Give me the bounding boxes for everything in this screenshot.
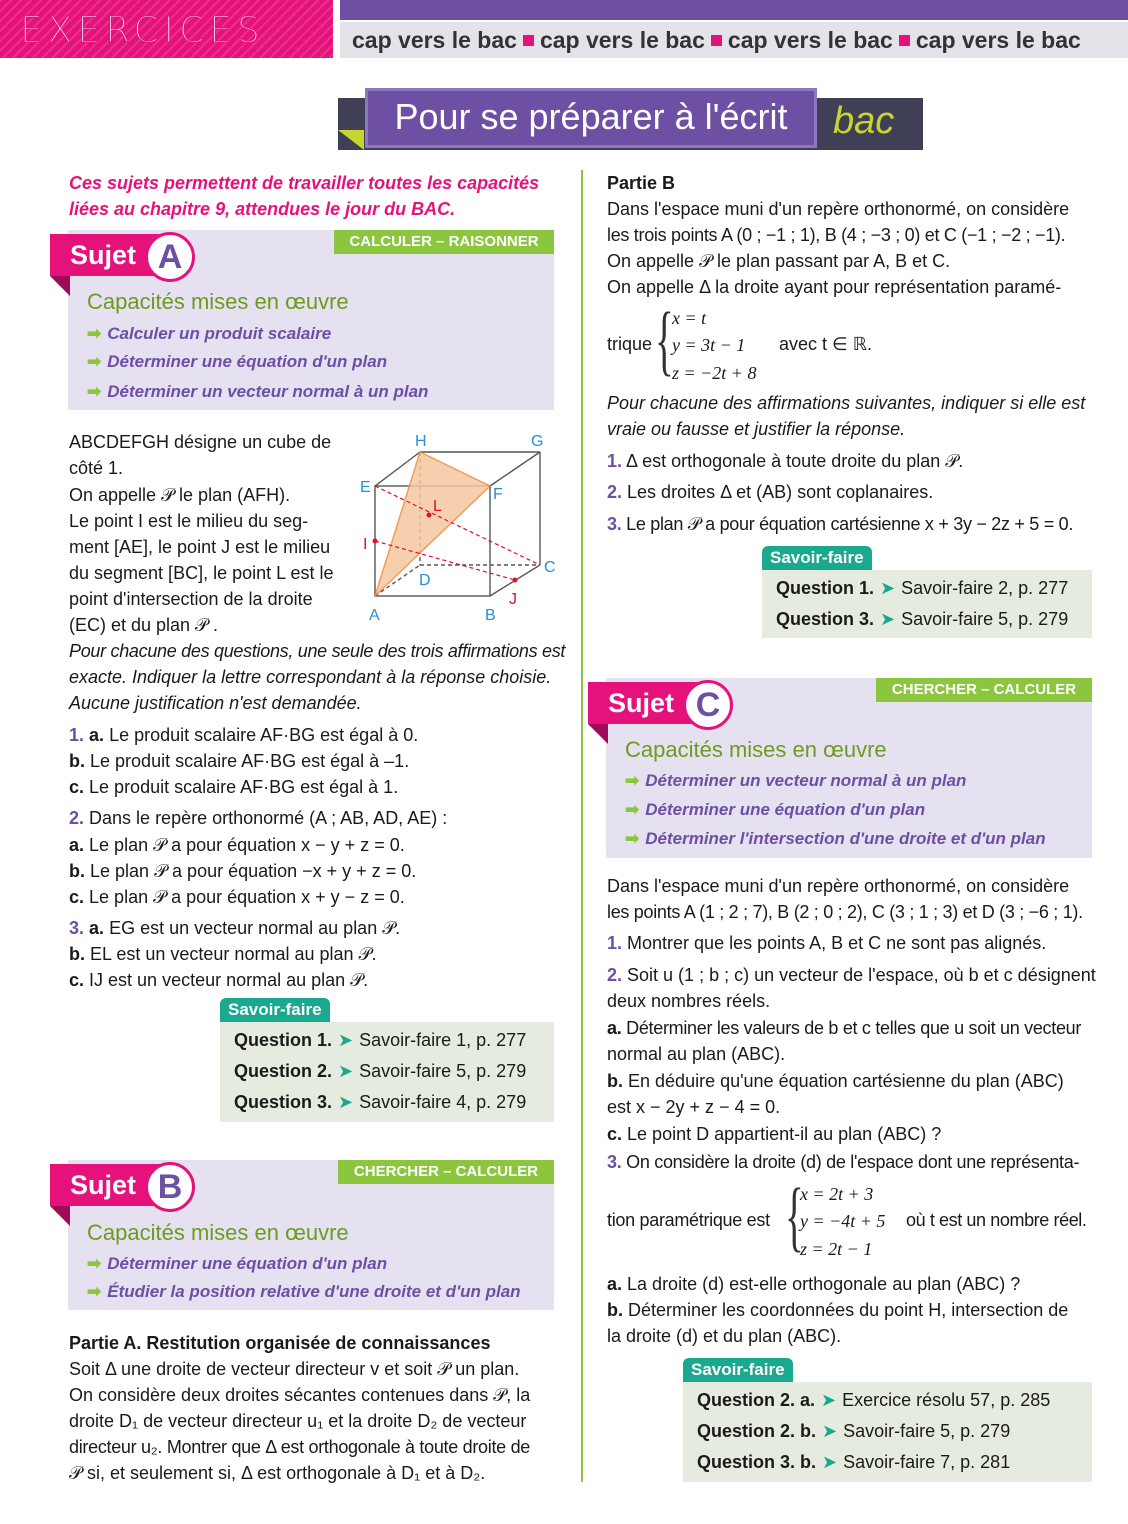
label-i: I	[363, 536, 368, 553]
question: b. Le plan 𝒫 a pour équation −x + y + z = 0.	[69, 861, 417, 881]
sujet-b-tag: Sujet	[50, 1164, 165, 1206]
triangle-icon: ➤	[338, 1061, 354, 1081]
question: c. Le produit scalaire AF·BG est égal à 1.	[69, 777, 399, 797]
system-line: x = 2t + 3	[800, 1184, 874, 1204]
sujet-a-category: CALCULER – RAISONNER	[334, 230, 554, 254]
triangle-icon: ➤	[822, 1421, 838, 1441]
square-icon	[711, 35, 722, 46]
sujet-a-text: On appelle 𝒫 le plan (AFH).	[69, 485, 291, 505]
sujet-a-text: ABCDEFGH désigne un cube de	[69, 432, 332, 452]
triangle-icon: ➤	[338, 1030, 354, 1050]
square-icon	[523, 35, 534, 46]
partie-a-text: droite D₁ de vecteur directeur u₁ et la droite D₂ de vecteur	[69, 1411, 527, 1431]
question: c. Le plan 𝒫 a pour équation x + y − z = 0.	[69, 887, 405, 907]
label-g: G	[531, 433, 544, 450]
sujet-b-category: CHERCHER – CALCULER	[338, 1160, 554, 1184]
arrow-icon: ➡	[87, 1282, 102, 1301]
partie-a-text: directeur u₂. Montrer que Δ est orthogonale à toute droite de	[69, 1437, 531, 1457]
intro-line: liées au chapitre 9, attendues le jour du BAC.	[69, 199, 456, 219]
cap-title: Capacités mises en œuvre	[87, 289, 349, 314]
sujet-c-text: Dans l'espace muni d'un repère orthonormé, on considère	[607, 876, 1070, 896]
banner-item: cap vers le bac	[539, 26, 705, 53]
question: normal au plan (ABC).	[607, 1044, 786, 1064]
banner-item: cap vers le bac	[727, 26, 893, 53]
square-icon	[899, 35, 910, 46]
arrow-icon: ➡	[625, 771, 640, 790]
page-title-text: Pour se préparer à l'écrit	[394, 96, 788, 137]
sujet-a-text: Le point I est le milieu du seg-	[69, 511, 309, 531]
cap-item: ➡ Déterminer une équation d'un plan	[87, 352, 388, 371]
label-f: F	[493, 486, 503, 503]
cap-item: ➡ Étudier la position relative d'une droite et d'un plan	[87, 1282, 521, 1301]
arrow-icon: ➡	[87, 352, 102, 371]
triangle-icon: ➤	[821, 1390, 837, 1410]
intro-line: Ces sujets permettent de travailler toutes les capacités	[69, 173, 540, 193]
sujet-c-tag: Sujet	[588, 682, 703, 724]
sujet-c-category: CHERCHER – CALCULER	[876, 678, 1092, 702]
question: 1. Montrer que les points A, B et C ne sont pas alignés.	[607, 933, 1047, 953]
sujet-a-text: ment [AE], le point J est le milieu	[69, 537, 331, 557]
column-divider	[581, 170, 583, 1482]
sujet-a-instruction: Aucune justification n'est demandée.	[69, 693, 362, 713]
question: 3. On considère la droite (d) de l'espace dont une représenta-	[607, 1152, 1080, 1172]
point-i	[373, 539, 378, 544]
question: 1. a. Le produit scalaire AF·BG est égal à 0.	[69, 725, 419, 745]
sujet-a-letter: A	[145, 232, 195, 282]
savoir-faire-row: Question 3. ➤ Savoir-faire 4, p. 279	[234, 1092, 527, 1112]
arrow-icon: ➡	[87, 324, 102, 343]
label-d: D	[419, 572, 431, 589]
sujet-a-text: du segment [BC], le point L est le	[69, 563, 334, 583]
savoir-faire-tag: Savoir-faire	[762, 546, 872, 570]
point-j	[513, 578, 518, 583]
banner-item: cap vers le bac	[352, 26, 517, 53]
savoir-faire-row: Question 2. ➤ Savoir-faire 5, p. 279	[234, 1061, 527, 1081]
partie-b-text: On appelle 𝒫 le plan passant par A, B et C.	[607, 251, 951, 271]
partie-a-text: 𝒫 si, et seulement si, Δ est orthogonale à D₁ et à D₂.	[69, 1463, 486, 1483]
savoir-faire-tag: Savoir-faire	[220, 998, 330, 1022]
sujet-c-text: les points A (1 ; 2 ; 7), B (2 ; 0 ; 2), C (3 ; 1 ; 3) et D (3 ; −6 ; 1).	[607, 902, 1083, 922]
sujet-a-text: (EC) et du plan 𝒫 .	[69, 615, 219, 635]
question: c. Le point D appartient-il au plan (ABC) ?	[607, 1124, 942, 1144]
cap-item: ➡ Calculer un produit scalaire	[87, 324, 332, 343]
cap-title: Capacités mises en œuvre	[87, 1220, 349, 1245]
question: a. Le plan 𝒫 a pour équation x − y + z = 0.	[69, 835, 405, 855]
question: 3. Le plan 𝒫 a pour équation cartésienne x + 3y − 2z + 5 = 0.	[607, 514, 1074, 534]
partie-b-instruction: Pour chacune des affirmations suivantes, indiquer si elle est	[607, 393, 1086, 413]
system-line: y = 3t − 1	[672, 335, 746, 355]
sujet-a-text: point d'intersection de la droite	[69, 589, 313, 609]
question: b. Le produit scalaire AF·BG est égal à –1.	[69, 751, 410, 771]
question: est x − 2y + z − 4 = 0.	[607, 1097, 781, 1117]
question: b. EL est un vecteur normal au plan 𝒫.	[69, 944, 377, 964]
bac-badge	[817, 98, 922, 150]
cube-figure	[355, 428, 560, 628]
system-line: y = −4t + 5	[800, 1211, 886, 1231]
arrow-icon: ➡	[625, 829, 640, 848]
system-line: z = −2t + 8	[672, 363, 757, 383]
brace-icon: {	[785, 1172, 804, 1259]
page-title	[365, 88, 817, 148]
partie-b-text: les trois points A (0 ; −1 ; 1), B (4 ; −3 ; 0) et C (−1 ; −2 ; −1).	[607, 225, 1066, 245]
question: a. La droite (d) est-elle orthogonale au plan (ABC) ?	[607, 1274, 1021, 1294]
savoir-faire-row: Question 2. a. ➤ Exercice résolu 57, p. 285	[697, 1390, 1051, 1410]
tag-fold	[588, 724, 608, 744]
cap-item: ➡ Déterminer une équation d'un plan	[625, 800, 926, 819]
partie-b-instruction: vraie ou fausse et justifier la réponse.	[607, 419, 906, 439]
point-l	[427, 513, 432, 518]
sujet-a-tag: Sujet	[50, 234, 165, 276]
triangle-icon: ➤	[880, 609, 896, 629]
system-line: z = 2t − 1	[800, 1239, 873, 1259]
label-l: L	[433, 498, 442, 515]
header-banner	[340, 0, 1128, 58]
cap-title: Capacités mises en œuvre	[625, 737, 887, 762]
tag-fold	[50, 276, 70, 296]
question: b. En déduire qu'une équation cartésienne du plan (ABC)	[607, 1071, 1064, 1091]
triangle-icon: ➤	[822, 1452, 838, 1472]
system-prefix: trique	[607, 334, 653, 354]
cap-item: ➡ Déterminer une équation d'un plan	[87, 1254, 388, 1273]
savoir-faire-tag: Savoir-faire	[683, 1358, 793, 1382]
sujet-a-instruction: exacte. Indiquer la lettre correspondant à la réponse choisie.	[69, 667, 552, 687]
question: 1. Δ est orthogonale à toute droite du plan 𝒫.	[607, 451, 964, 471]
savoir-faire-row: Question 3. ➤ Savoir-faire 5, p. 279	[776, 609, 1069, 629]
cap-item: ➡ Déterminer un vecteur normal à un plan	[625, 771, 967, 790]
banner-item: cap vers le bac	[915, 26, 1081, 53]
arrow-icon: ➡	[87, 382, 102, 401]
label-j: J	[509, 591, 517, 608]
bac-label: bac	[833, 100, 895, 142]
savoir-faire-row: Question 2. b. ➤ Savoir-faire 5, p. 279	[697, 1421, 1011, 1441]
arrow-icon: ➡	[87, 1254, 102, 1273]
question: c. IJ est un vecteur normal au plan 𝒫.	[69, 970, 369, 990]
triangle-icon: ➤	[880, 578, 896, 598]
question: 2. Dans le repère orthonormé (A ; AB, AD, AE) :	[69, 808, 448, 828]
tag-fold	[50, 1206, 70, 1226]
savoir-faire-row: Question 1. ➤ Savoir-faire 2, p. 277	[776, 578, 1069, 598]
triangle-icon: ➤	[338, 1092, 354, 1112]
cap-item: ➡ Déterminer un vecteur normal à un plan	[87, 382, 429, 401]
system-suffix: avec t ∈ ℝ.	[779, 334, 872, 354]
label-c: C	[544, 559, 556, 576]
question: 3. a. EG est un vecteur normal au plan 𝒫.	[69, 918, 401, 938]
label-e: E	[360, 479, 371, 496]
sujet-a-text: côté 1.	[69, 458, 124, 478]
question: a. Déterminer les valeurs de b et c telles que u soit un vecteur	[607, 1018, 1082, 1038]
partie-a-text: Soit Δ une droite de vecteur directeur v et soit 𝒫 un plan.	[69, 1359, 520, 1379]
system-prefix: tion paramétrique est	[607, 1210, 770, 1230]
question: b. Déterminer les coordonnées du point H, intersection de	[607, 1300, 1069, 1320]
brace-icon: {	[655, 296, 674, 383]
partie-a-title: Partie A. Restitution organisée de connaissances	[69, 1333, 491, 1353]
sujet-b-letter: B	[145, 1162, 195, 1212]
label-h: H	[415, 433, 427, 450]
partie-a-text: On considère deux droites sécantes contenues dans 𝒫, la	[69, 1385, 531, 1405]
arrow-icon: ➡	[625, 800, 640, 819]
partie-b-title: Partie B	[607, 173, 676, 193]
system-line: x = t	[672, 308, 707, 328]
label-a: A	[369, 607, 380, 624]
partie-b-text: Dans l'espace muni d'un repère orthonormé, on considère	[607, 199, 1070, 219]
system-suffix: où t est un nombre réel.	[906, 1210, 1087, 1230]
partie-b-text: On appelle Δ la droite ayant pour représentation paramé-	[607, 277, 1062, 297]
header-exercices	[0, 0, 333, 58]
header-title: EXERCICES	[20, 10, 265, 51]
title-accent	[338, 130, 364, 150]
question: 2. Les droites Δ et (AB) sont coplanaires.	[607, 482, 934, 502]
label-b: B	[485, 607, 496, 624]
question: 2. Soit u (1 ; b ; c) un vecteur de l'espace, où b et c désignent	[607, 965, 1096, 985]
savoir-faire-row: Question 3. b. ➤ Savoir-faire 7, p. 281	[697, 1452, 1011, 1472]
cap-item: ➡ Déterminer l'intersection d'une droite et d'un plan	[625, 829, 1046, 848]
question: deux nombres réels.	[607, 991, 771, 1011]
sujet-c-letter: C	[683, 680, 733, 730]
question: la droite (d) et du plan (ABC).	[607, 1326, 842, 1346]
sujet-a-instruction: Pour chacune des questions, une seule des trois affirmations est	[69, 641, 566, 661]
savoir-faire-row: Question 1. ➤ Savoir-faire 1, p. 277	[234, 1030, 527, 1050]
